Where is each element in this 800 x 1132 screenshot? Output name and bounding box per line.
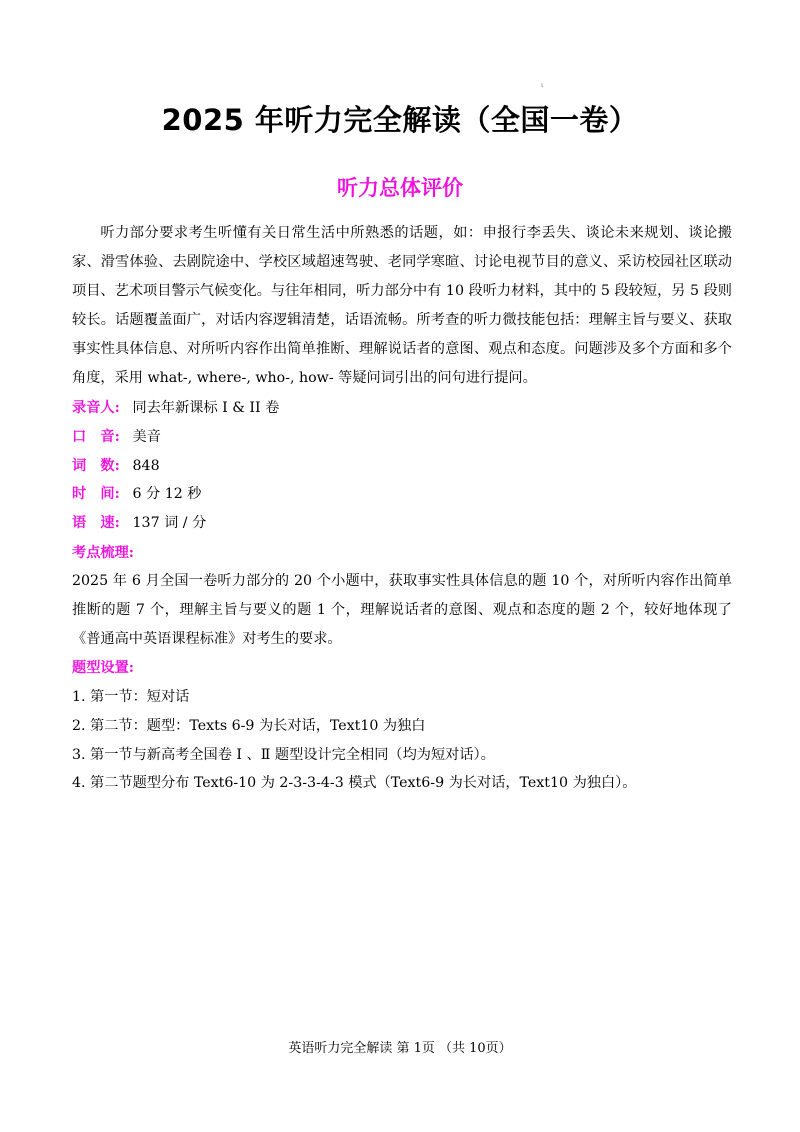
intro-paragraph: 听力部分要求考生听懂有关日常生活中所熟悉的话题，如：申报行李丢失、谈论未来规划、谈论搬家、滑雪体验、去剧院途中、学校区域超速驾驶、老同学寒暄、讨论电视节目的意义、采访校园社区联动项目、艺术项目警示气候变化。与往年相同，听力部分中有 10 段听力材料，其中的 5 段较短，另 5 段则较长。话题覆盖面广，对话内容逻辑清楚，话语流畅。所考查的听力微技能包括：理解主旨与要义、获取事实性具体信息、对所听内容作出简单推断、理解说话者的意图、观点和态度。问题涉及多个方面和多个角度，采用 what-, where-, who-, how- 等疑问词引出的问句进行提问。 — [72, 225, 732, 386]
type-heading: 题型设置: — [72, 660, 134, 676]
meta-key: 录音人: — [72, 400, 120, 416]
meta-key: 口 音: — [72, 428, 120, 445]
type-list — [72, 683, 732, 798]
points-paragraph: 2025 年 6 月全国一卷听力部分的 20 个小题中，获取事实性具体信息的题 10 个，对所听内容作出简单推断的题 7 个，理解主旨与要义的题 1 个，理解说话者的意图、观点和态度的题 2 个，较好地体现了《普通高中英语课程标准》对考生的要求。 — [72, 573, 732, 647]
meta-value: 美音 — [132, 428, 161, 445]
meta-row-duration — [72, 480, 732, 509]
meta-value: 同去年新课标 I & II 卷 — [132, 400, 280, 416]
type-list-item: 2. 第二节：题型：Texts 6-9 为长对话，Text10 为独白 — [72, 717, 426, 734]
meta-row-accent — [72, 423, 732, 452]
document-title: 2025 年听力完全解读（全国一卷） — [161, 103, 639, 137]
meta-value: 848 — [132, 457, 160, 474]
meta-row-word-count — [72, 452, 732, 481]
meta-key: 词 数: — [72, 457, 120, 474]
stray-mark: ι — [541, 82, 544, 89]
meta-value: 6 分 12 秒 — [132, 486, 202, 503]
meta-row-speed — [72, 509, 732, 538]
type-list-item: 1. 第一节：短对话 — [72, 689, 190, 705]
meta-row-recorder — [72, 394, 732, 423]
meta-list — [72, 394, 732, 538]
type-list-item: 4. 第二节题型分布 Text6-10 为 2-3-3-4-3 模式（Text6-9 为长对话，Text10 为独白）。 — [72, 775, 637, 792]
points-heading: 考点梳理: — [72, 545, 134, 561]
type-list-item: 3. 第一节与新高考全国卷 Ⅰ 、Ⅱ 题型设计完全相同（均为短对话）。 — [72, 746, 495, 763]
meta-value: 137 词 / 分 — [132, 515, 207, 532]
meta-key: 时 间: — [72, 486, 120, 503]
meta-key: 语 速: — [72, 515, 120, 532]
section-title: 听力总体评价 — [337, 176, 463, 200]
page-footer: 英语听力完全解读 第 1页 （共 10页） — [288, 1041, 512, 1056]
